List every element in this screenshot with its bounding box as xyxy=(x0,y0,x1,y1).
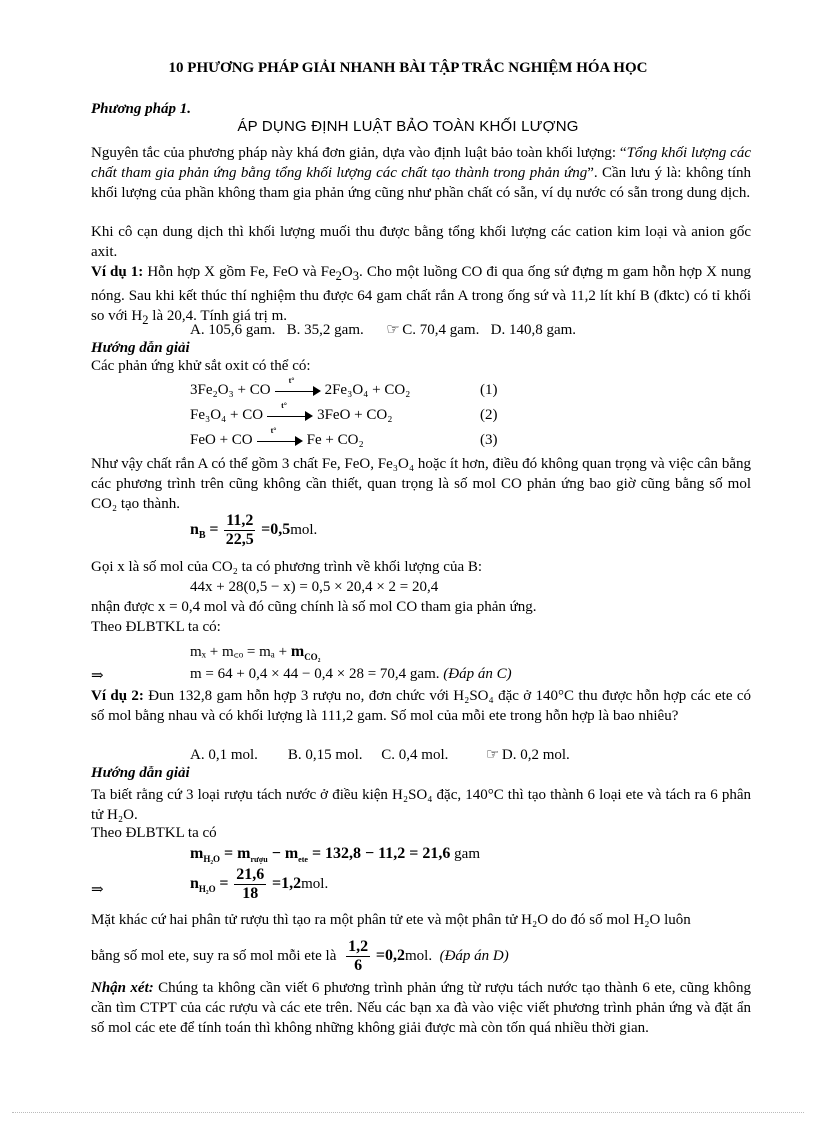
reaction-3: FeO + CO t° Fe + CO₂ xyxy=(190,425,364,448)
example-1-text: Ví dụ 1: Hỗn hợp X gồm Fe, FeO và $Fe_2O_3$. Cho một luồng CO đi qua ống sứ đựng m gam hỗn hợp X nung nóng. Sau khi kết thúc thí nghiệm thu được 64 gam chất rắn A trong ống sứ và 11,2 lít khí B (đktc) có tỉ khối so với $H_2$ là 20,4. Tính giá trị m. xyxy=(91,264,751,327)
reaction-1: 3Fe₂O₃ + CO t° 2Fe₃O₄ + CO₂ xyxy=(190,375,411,398)
guide-1-line: Các phản ứng khử sắt oxit có thể có: xyxy=(91,358,311,374)
moles-b-equation: $n_B$ = $\frac{11,2}{22,5}$ =0,5mol. xyxy=(190,512,318,548)
reaction-3-number: (3) xyxy=(480,432,498,448)
reaction-2: Fe₃O₄ + CO t° 3FeO + CO₂ xyxy=(190,400,393,423)
fraction: $\frac{1,2}{6}$ xyxy=(348,938,369,974)
guide-heading-2: Hướng dẫn giải xyxy=(91,765,190,781)
intro-paragraph: Nguyên tắc của phương pháp này khá đơn giản, dựa vào định luật bảo toàn khối lượng: “Tổng khối lượng các chất tham gia phản ứng bằng tổng khối lượng các chất tạo thành trong phản ứng”. Cần lưu ý là: không tính khối lượng của phần không tham gia phản ứng cũng như phần chất có sẵn, ví dụ nước có sẵn trong dung dịch. xyxy=(91,145,751,201)
choice-a[interactable]: A. 0,1 mol. xyxy=(190,747,258,763)
choice-d[interactable]: D. 0,2 mol. xyxy=(501,747,570,763)
implies-symbol: ⇒ xyxy=(91,668,104,684)
result-equation: m = 64 + 0,4 × 44 − 0,4 × 28 = 70,4 gam. (Đáp án C) xyxy=(190,666,512,682)
example-1-choices xyxy=(190,320,576,339)
guide-1-paragraph: Như vậy chất rắn A có thể gồm 3 chất Fe, FeO, Fe₃O₄ hoặc ít hơn, điều đó không quan trọng và việc cân bằng các phương trình trên cũng không cần thiết, quan trọng là số mol CO phản ứng bao giờ cũng bằng số mol CO₂ tạo thành. xyxy=(91,456,751,512)
method-label: Phương pháp 1. xyxy=(91,101,191,117)
choice-b[interactable]: B. 35,2 gam. xyxy=(286,322,364,338)
heat-arrow-icon: t° xyxy=(267,410,313,422)
guide-1-line-3: Gọi x là số mol của CO₂ ta có phương trình về khối lượng của B: xyxy=(91,559,483,575)
guide-heading-1: Hướng dẫn giải xyxy=(91,340,190,356)
method-heading: ÁP DỤNG ĐỊNH LUẬT BẢO TOÀN KHỐI LƯỢNG xyxy=(237,118,579,135)
fraction: $\frac{11,2}{22,5}$ xyxy=(225,512,254,548)
fraction: $\frac{21,6}{18}$ xyxy=(236,866,265,902)
guide-2-paragraph: Ta biết rằng cứ 3 loại rượu tách nước ở điều kiện H₂SO₄ đặc, 140°C thì tạo thành 6 loại ete và tách ra 6 phân tử H₂O. xyxy=(91,787,751,823)
choice-d[interactable]: D. 140,8 gam. xyxy=(490,322,577,338)
guide-2-line-3: Mặt khác cứ hai phân tử rượu thì tạo ra một phân tử ete và một phân tử H₂O do đó số mol H₂O luôn xyxy=(91,912,691,928)
note-paragraph: Nhận xét: Chúng ta không cần viết 6 phương trình phản ứng từ rượu tách nước tạo thành 6 ete, cũng không cần tìm CTPT của các rượu và các ete trên. Nếu các bạn xa đà vào việc viết phương trình phản ứng và đặt ẩn số mol các ete để tính toán thì không những không giải được mà còn tốn quá nhiều thời gian. xyxy=(91,980,752,1036)
mass-equation: 44x + 28(0,5 − x) = 0,5 × 20,4 × 2 = 20,4 xyxy=(190,579,439,595)
reaction-1-number: (1) xyxy=(480,382,498,398)
water-mass-equation: $m_{H_2O} = m_{rượu} - m_{ete} = 132,8 - 11,2 = 21,6$ gam xyxy=(190,845,480,864)
conservation-equation: mₓ + m꜀ₒ = $m_a + m_{CO_2}$ xyxy=(190,643,321,662)
heat-arrow-icon: t° xyxy=(257,435,303,447)
guide-2-line-4: bằng số mol ete, suy ra số mol mỗi ete là $\frac{1,2}{6}$ =0,2mol. (Đáp án D) xyxy=(91,938,509,974)
guide-2-line-2: Theo ĐLBTKL ta có xyxy=(91,825,217,841)
page-bottom-divider xyxy=(12,1112,804,1113)
checkmark-icon: ☞ xyxy=(386,322,400,338)
implies-symbol: ⇒ xyxy=(91,882,104,898)
intro-paragraph-2: Khi cô cạn dung dịch thì khối lượng muối thu được bằng tổng khối lượng các cation kim loại và anion gốc axit. xyxy=(91,224,751,260)
checkmark-icon: ☞ xyxy=(485,747,500,763)
heat-arrow-icon: t° xyxy=(275,385,321,397)
choice-c[interactable]: C. 0,4 mol. xyxy=(381,747,449,763)
example-2-choices xyxy=(190,745,570,764)
choice-a[interactable]: A. 105,6 gam. xyxy=(190,322,276,338)
guide-1-line-5: Theo ĐLBTKL ta có: xyxy=(91,619,221,635)
reaction-2-number: (2) xyxy=(480,407,498,423)
document-title: 10 PHƯƠNG PHÁP GIẢI NHANH BÀI TẬP TRẮC NGHIỆM HÓA HỌC xyxy=(168,60,648,76)
guide-1-line-4: nhận được x = 0,4 mol và đó cũng chính là số mol CO tham gia phản ứng. xyxy=(91,599,537,615)
choice-c[interactable]: C. 70,4 gam. xyxy=(402,322,480,338)
example-2-text: Ví dụ 2: Đun 132,8 gam hỗn hợp 3 rượu no, đơn chức với H₂SO₄ đặc ở 140°C thu được hỗn hợp các ete có số mol bằng nhau và có khối lượng là 111,2 gam. Số mol của mỗi ete trong hỗn hợp là bao nhiêu? xyxy=(91,688,751,724)
water-moles-equation: $n_{H_2O}$ = $\frac{21,6}{18}$ =1,2mol. xyxy=(190,866,329,902)
choice-b[interactable]: B. 0,15 mol. xyxy=(287,747,363,763)
